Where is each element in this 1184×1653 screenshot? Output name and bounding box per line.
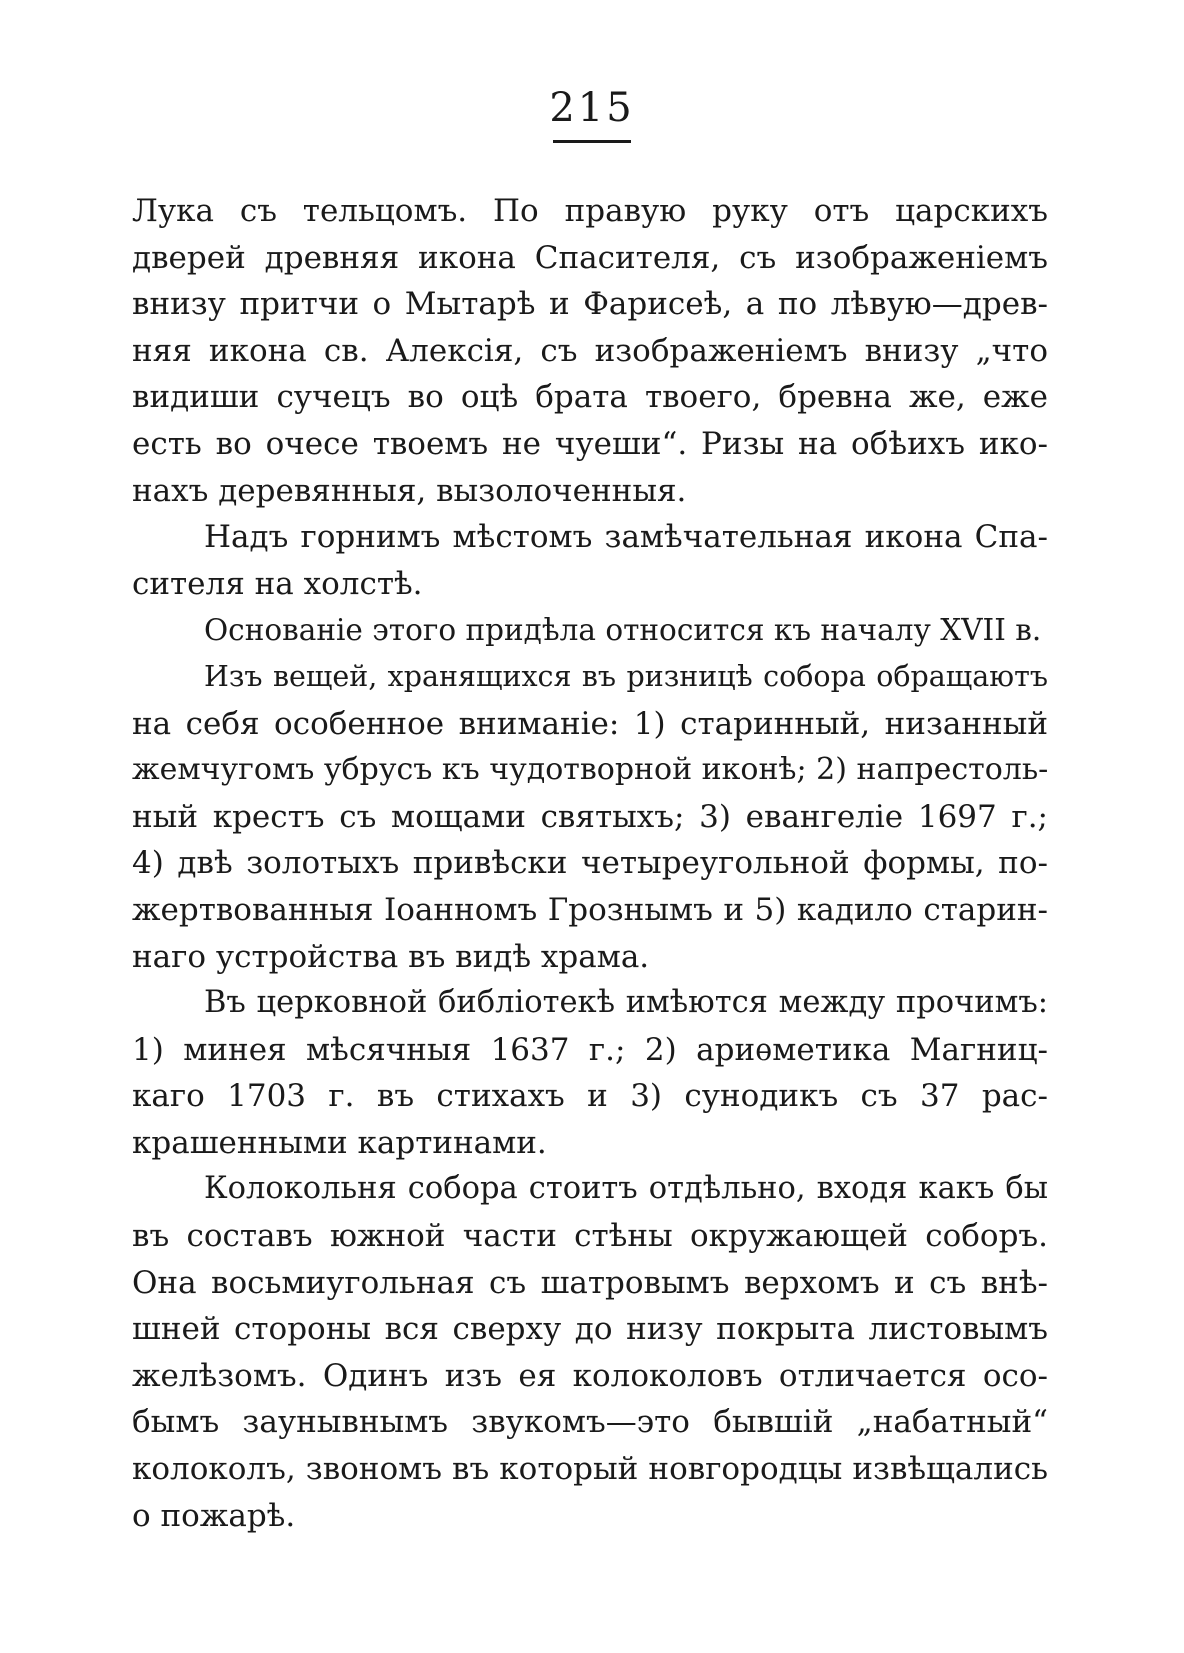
text-line: ный крестъ съ мощами святыхъ; 3) евангеліе 1697 г.; — [132, 798, 1048, 835]
page-number: 215 — [549, 85, 635, 131]
paragraph — [132, 607, 1048, 654]
text-line: видиши сучецъ во оцѣ брата твоего, бревна же, еже — [132, 379, 1048, 416]
text-line: на себя особенное вниманіе: 1) старинный, низанный — [132, 705, 1048, 742]
text-line: колоколъ, звономъ въ который новгородцы извѣщались — [132, 1451, 1048, 1488]
page-number-rule — [553, 140, 631, 143]
body-text — [132, 188, 1048, 1539]
text-line: внизу притчи о Мытарѣ и Фарисеѣ, а по лѣвую—древ- — [132, 286, 1048, 323]
text-line: крашенными картинами. — [132, 1124, 547, 1161]
paragraph — [132, 980, 1048, 1166]
text-line: нахъ деревянныя, вызолоченныя. — [132, 472, 687, 509]
text-line: жемчугомъ убрусъ къ чудотворной иконѣ; 2) напрестоль- — [132, 752, 1048, 788]
text-line: няя икона св. Алексія, съ изображеніемъ внизу „что — [132, 332, 1048, 369]
text-line: наго устройства въ видѣ храма. — [132, 938, 650, 975]
paragraph — [132, 654, 1048, 980]
paragraph — [132, 188, 1048, 514]
text-line: Основаніе этого придѣла относится къ началу XVII в. — [204, 613, 1042, 648]
text-line: бымъ заунывнымъ звукомъ—это бывшій „набатный“ — [132, 1404, 1048, 1441]
text-line: о пожарѣ. — [132, 1497, 296, 1534]
paragraph — [132, 1166, 1048, 1539]
text-line: жертвованныя Іоанномъ Грознымъ и 5) кадило старин- — [132, 891, 1048, 928]
text-line: Лука съ тельцомъ. По правую руку отъ царскихъ — [132, 193, 1048, 229]
text-line: дверей древняя икона Спасителя, съ изображеніемъ — [132, 239, 1048, 276]
text-line: Колокольня собора стоитъ отдѣльно, входя какъ бы — [204, 1171, 1048, 1207]
text-line: 4) двѣ золотыхъ привѣски четыреугольной формы, по- — [132, 845, 1048, 882]
paragraph — [132, 514, 1048, 607]
text-line: каго 1703 г. въ стихахъ и 3) сунодикъ съ 37 рас- — [132, 1078, 1048, 1115]
text-line: сителя на холстѣ. — [132, 565, 423, 602]
text-line: 1) минея мѣсячныя 1637 г.; 2) ариѳметика Магниц- — [132, 1031, 1048, 1068]
text-line: въ составъ южной части стѣны окружающей соборъ. — [132, 1218, 1048, 1255]
text-line: Изъ вещей, хранящихся въ ризницѣ собора обращаютъ — [204, 659, 1048, 693]
text-line: желѣзомъ. Одинъ изъ ея колоколовъ отличается осо- — [132, 1357, 1048, 1394]
text-line: есть во очесе твоемъ не чуеши“. Ризы на обѣихъ ико- — [132, 425, 1048, 462]
text-line: Она восьмиугольная съ шатровымъ верхомъ и съ внѣ- — [132, 1264, 1048, 1301]
text-line: шней стороны вся сверху до низу покрыта листовымъ — [132, 1311, 1048, 1348]
text-line: Въ церковной библіотекѣ имѣются между прочимъ: — [204, 985, 1048, 1021]
text-line: Надъ горнимъ мѣстомъ замѣчательная икона Спа- — [204, 519, 1048, 556]
